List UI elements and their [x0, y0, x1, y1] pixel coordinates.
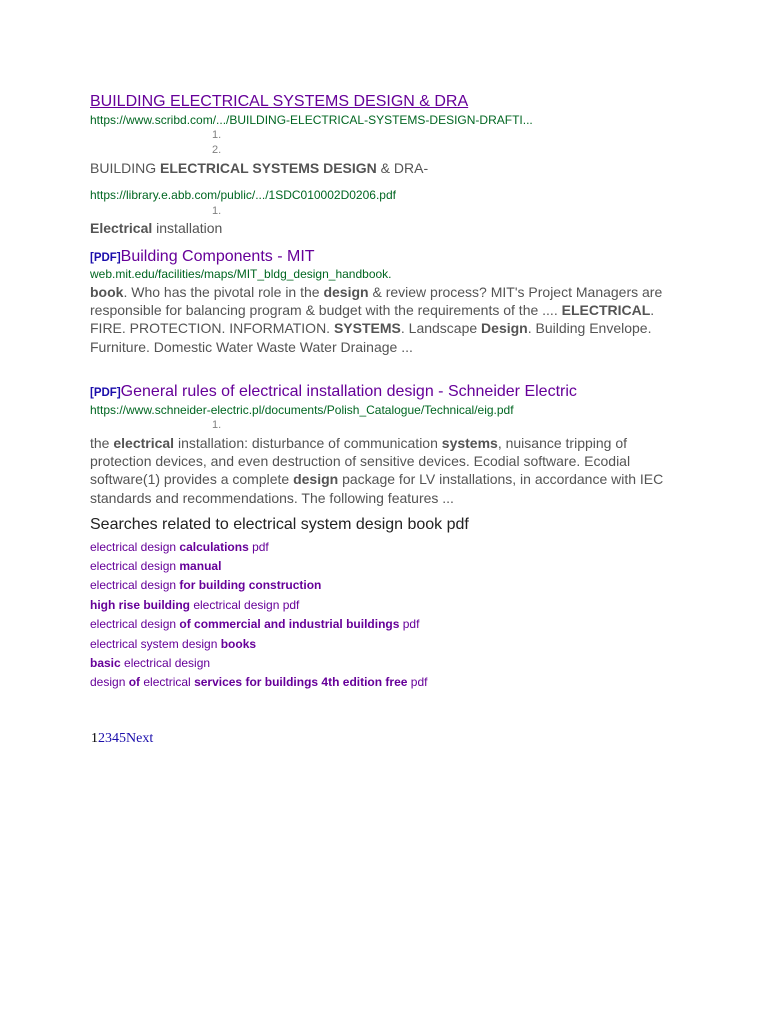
related-search-link[interactable] [90, 617, 419, 631]
text-run: & review process? MIT's Project Managers are responsible for balancing program & budget with the requirements of the .... [90, 284, 663, 319]
result-4-title-link[interactable]: General rules of electrical installation design - Schneider Electric [120, 383, 577, 400]
text-run: electrical design [90, 617, 180, 631]
bold-text-run: electrical [113, 435, 175, 451]
pdf-badge: [PDF] [90, 252, 121, 264]
text-run: . Who has the pivotal role in the [123, 284, 324, 300]
text-run: design [90, 675, 129, 689]
pagination-page-3[interactable]: 3 [105, 731, 112, 746]
bold-text-run: of commercial and industrial buildings [179, 617, 400, 631]
result-4-snippet [90, 434, 675, 507]
pagination-next[interactable]: Next [126, 731, 154, 746]
related-searches-heading: Searches related to electrical system design book pdf [90, 516, 469, 533]
bold-text-run: high rise building [90, 598, 190, 612]
result-1-url: https://www.scribd.com/.../BUILDING-ELECTRICAL-SYSTEMS-DESIGN-DRAFTI... [90, 113, 533, 127]
pagination [91, 731, 153, 747]
text-run: electrical system design [90, 637, 221, 651]
result-4-list-num-1: 1. [212, 419, 222, 431]
text-run: pdf [399, 617, 420, 631]
bold-text-run: design [293, 471, 339, 488]
text-run: . FIRE. PROTECTION. INFORMATION. [90, 302, 655, 337]
text-run: package for LV installations, in accordance with IEC standards and recommendations. The following features ... [90, 471, 664, 506]
pagination-page-2[interactable]: 2 [98, 731, 105, 746]
text-run: the [90, 435, 114, 451]
result-2-list-num-1: 1. [212, 205, 222, 217]
bold-text-run: SYSTEMS [333, 320, 401, 337]
text-run: . Building Envelope. Furniture. Domestic Water Waste Water Drainage ... [90, 320, 652, 355]
text-run: pdf [248, 540, 269, 554]
result-1-list-num-2: 2. [212, 144, 222, 156]
snippet-text: installation [152, 220, 223, 236]
result-3-url: web.mit.edu/facilities/maps/MIT_bldg_design_handbook. [90, 267, 392, 281]
text-run: electrical design [90, 559, 180, 573]
result-1-title-link[interactable]: BUILDING ELECTRICAL SYSTEMS DESIGN & DRA [90, 93, 469, 110]
bold-text-run: books [220, 637, 257, 651]
result-3-title-link[interactable]: Building Components - MIT [120, 248, 315, 265]
result-2-url[interactable]: https://library.e.abb.com/public/.../1SDC010002D0206.pdf [90, 188, 396, 202]
related-search-link[interactable] [90, 578, 321, 592]
bold-text-run: for building construction [179, 578, 322, 592]
snippet-bold-text: Electrical [90, 220, 153, 236]
result-3-snippet [90, 283, 675, 356]
result-4-url: https://www.schneider-electric.pl/documents/Polish_Catalogue/Technical/eig.pdf [90, 403, 514, 417]
pagination-page-4[interactable]: 4 [112, 731, 119, 746]
result-2-snippet [90, 220, 222, 236]
bold-text-run: basic [90, 656, 121, 670]
snippet-bold-text: ELECTRICAL SYSTEMS DESIGN [160, 160, 377, 176]
bold-text-run: Design [481, 320, 528, 337]
result-1-snippet [90, 160, 428, 176]
text-run: electrical [140, 675, 195, 689]
related-search-link[interactable] [90, 656, 210, 670]
bold-text-run: book [90, 284, 124, 300]
pagination-page-5[interactable]: 5 [119, 731, 126, 746]
text-run: electrical design pdf [190, 598, 300, 612]
text-run: installation: disturbance of communication [174, 435, 442, 451]
text-run: electrical design [120, 656, 211, 670]
text-run: pdf [407, 675, 428, 689]
bold-text-run: services for buildings 4th edition free [194, 675, 408, 689]
snippet-text: & DRA- [376, 160, 429, 176]
related-search-link[interactable] [90, 559, 221, 573]
pagination-current-page: 1 [91, 731, 98, 746]
text-run: , nuisance tripping of protection devices, and even destruction of sensitive devices. Ecodial software. Ecodial software(1) provides a complete [90, 435, 631, 488]
bold-text-run: design [323, 284, 369, 300]
text-run: electrical design [90, 540, 180, 554]
bold-text-run: systems [441, 435, 498, 451]
related-search-link[interactable] [90, 540, 269, 554]
pdf-badge: [PDF] [90, 387, 121, 399]
related-search-link[interactable] [90, 598, 299, 612]
result-1-list-num-1: 1. [212, 129, 222, 141]
related-search-link[interactable] [90, 675, 427, 689]
bold-text-run: ELECTRICAL [561, 302, 651, 319]
snippet-text: BUILDING [90, 160, 161, 176]
text-run: electrical design [90, 578, 180, 592]
result-3-title-row [90, 248, 315, 266]
bold-text-run: calculations [179, 540, 249, 554]
result-4-title-row [90, 383, 577, 401]
bold-text-run: manual [179, 559, 222, 573]
bold-text-run: of [128, 675, 141, 689]
related-search-link[interactable] [90, 637, 256, 651]
text-run: . Landscape [400, 320, 482, 337]
